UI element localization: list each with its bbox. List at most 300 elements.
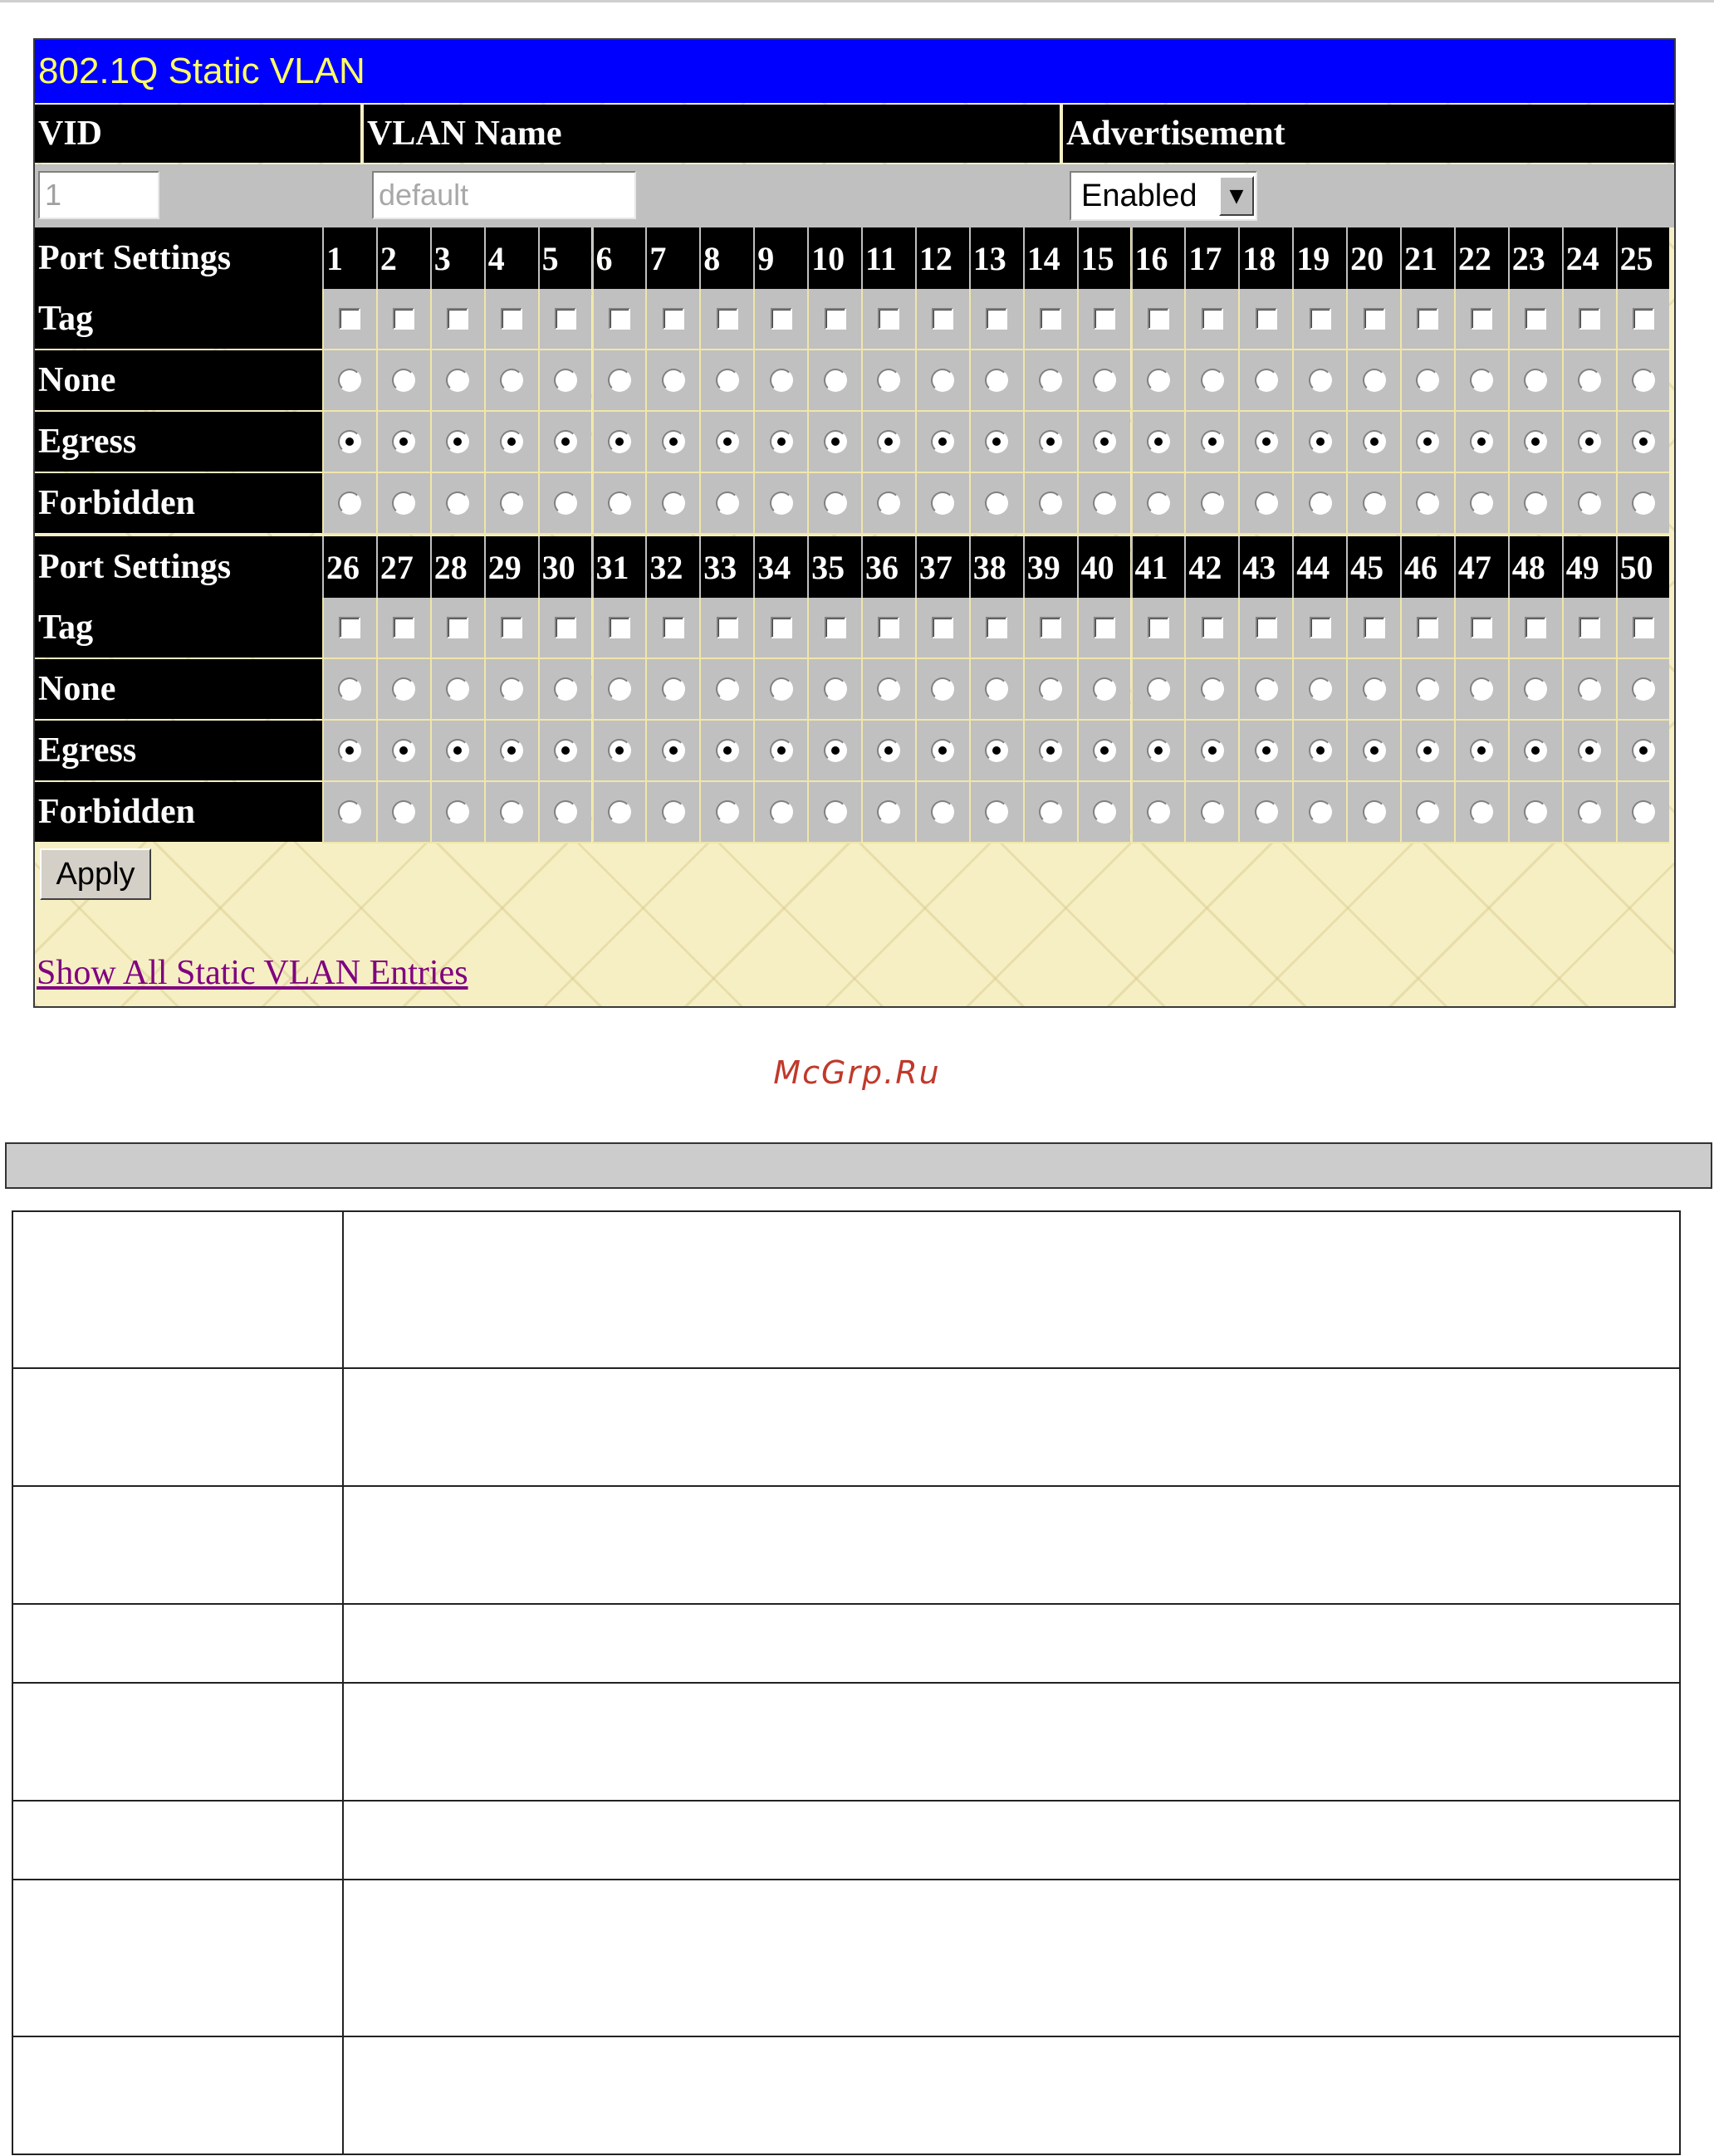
forbidden-row-label: Forbidden [35,782,322,842]
forbidden-radio-2[interactable] [392,491,415,515]
forbidden-radio-26[interactable] [338,800,361,824]
tag-checkbox-26[interactable] [339,617,360,638]
tag-checkbox-5[interactable] [555,308,576,330]
egress-radio-8[interactable] [716,430,739,453]
tag-checkbox-46[interactable] [1417,617,1438,638]
egress-radio-14[interactable] [1039,430,1062,453]
port-number-2: 2 [376,227,430,289]
port-number-20: 20 [1346,227,1400,289]
none-radio-30[interactable] [554,677,577,701]
tag-checkbox-28[interactable] [447,617,468,638]
egress-cell-50 [1616,721,1670,782]
tag-checkbox-21[interactable] [1417,308,1438,330]
none-cell-44 [1292,659,1346,721]
none-radio-1[interactable] [338,369,361,392]
watermark: McGrp.Ru [773,1054,941,1091]
none-radio-47[interactable] [1470,677,1493,701]
egress-radio-6[interactable] [608,430,631,453]
forbidden-cell-29 [484,782,538,843]
forbidden-cell-1 [322,473,376,535]
none-radio-46[interactable] [1416,677,1439,701]
tag-checkbox-12[interactable] [932,308,953,330]
none-radio-19[interactable] [1309,369,1332,392]
tag-cell-36 [861,598,915,659]
tag-cell-17 [1184,289,1238,350]
egress-radio-12[interactable] [931,430,954,453]
tag-cell-39 [1023,598,1077,659]
chevron-down-icon[interactable]: ▼ [1219,176,1254,216]
none-radio-34[interactable] [770,677,793,701]
port-number-12: 12 [915,227,969,289]
tag-checkbox-24[interactable] [1579,308,1600,330]
none-radio-4[interactable] [500,369,523,392]
port-number-25: 25 [1616,227,1670,289]
apply-button[interactable]: Apply [40,848,151,900]
tag-checkbox-39[interactable] [1040,617,1061,638]
forbidden-cell-16 [1131,473,1185,535]
egress-radio-2[interactable] [392,430,415,453]
egress-radio-34[interactable] [770,739,793,762]
forbidden-radio-23[interactable] [1524,491,1547,515]
tag-checkbox-43[interactable] [1256,617,1277,638]
forbidden-radio-33[interactable] [716,800,739,824]
none-cell-27 [376,659,430,721]
port-settings-label: Port Settings [35,227,322,289]
description-cell [343,1683,1680,1801]
port-number-13: 13 [969,227,1023,289]
forbidden-radio-31[interactable] [608,800,631,824]
port-number-21: 21 [1400,227,1454,289]
egress-cell-11 [861,412,915,473]
port-number-6: 6 [592,227,646,289]
tag-cell-28 [430,598,484,659]
tag-cell-6 [592,289,646,350]
forbidden-radio-12[interactable] [931,491,954,515]
tag-checkbox-27[interactable] [393,617,414,638]
egress-radio-5[interactable] [554,430,577,453]
forbidden-radio-16[interactable] [1147,491,1170,515]
tag-checkbox-31[interactable] [609,617,630,638]
egress-cell-21 [1400,412,1454,473]
egress-cell-3 [430,412,484,473]
egress-radio-3[interactable] [446,430,469,453]
none-radio-27[interactable] [392,677,415,701]
forbidden-radio-19[interactable] [1309,491,1332,515]
tag-checkbox-48[interactable] [1525,617,1546,638]
none-radio-28[interactable] [446,677,469,701]
tag-checkbox-38[interactable] [986,617,1007,638]
forbidden-cell-15 [1077,473,1131,535]
tag-cell-29 [484,598,538,659]
egress-radio-43[interactable] [1255,739,1278,762]
none-radio-21[interactable] [1416,369,1439,392]
description-row [12,1211,1680,1368]
tag-cell-43 [1238,598,1292,659]
none-radio-9[interactable] [770,369,793,392]
forbidden-radio-7[interactable] [662,491,685,515]
egress-radio-33[interactable] [716,739,739,762]
forbidden-radio-29[interactable] [500,800,523,824]
forbidden-radio-36[interactable] [877,800,900,824]
egress-cell-28 [430,721,484,782]
egress-radio-24[interactable] [1578,430,1601,453]
egress-cell-24 [1562,412,1616,473]
none-radio-5[interactable] [554,369,577,392]
egress-radio-37[interactable] [931,739,954,762]
tag-checkbox-36[interactable] [878,617,899,638]
egress-radio-15[interactable] [1093,430,1116,453]
none-radio-37[interactable] [931,677,954,701]
egress-cell-44 [1292,721,1346,782]
tag-checkbox-32[interactable] [663,617,684,638]
forbidden-cell-26 [322,782,376,843]
none-radio-32[interactable] [662,677,685,701]
none-radio-44[interactable] [1309,677,1332,701]
egress-radio-7[interactable] [662,430,685,453]
tag-cell-11 [861,289,915,350]
egress-radio-39[interactable] [1039,739,1062,762]
none-radio-33[interactable] [716,677,739,701]
egress-radio-31[interactable] [608,739,631,762]
forbidden-radio-27[interactable] [392,800,415,824]
egress-cell-38 [969,721,1023,782]
tag-cell-24 [1562,289,1616,350]
none-cell-32 [645,659,699,721]
none-radio-14[interactable] [1039,369,1062,392]
tag-cell-40 [1077,598,1131,659]
tag-checkbox-37[interactable] [932,617,953,638]
none-cell-33 [699,659,753,721]
none-radio-8[interactable] [716,369,739,392]
egress-radio-22[interactable] [1470,430,1493,453]
forbidden-cell-30 [538,782,592,843]
tag-cell-16 [1131,289,1185,350]
vlan-name-input[interactable]: default [372,171,636,219]
egress-radio-42[interactable] [1201,739,1224,762]
port-number-42: 42 [1184,536,1238,598]
tag-checkbox-25[interactable] [1633,308,1654,330]
none-radio-40[interactable] [1093,677,1116,701]
panel-title: 802.1Q Static VLAN [35,40,1674,103]
tag-checkbox-49[interactable] [1579,617,1600,638]
egress-radio-9[interactable] [770,430,793,453]
egress-radio-25[interactable] [1632,430,1655,453]
tag-cell-34 [753,598,807,659]
forbidden-radio-11[interactable] [877,491,900,515]
forbidden-radio-42[interactable] [1201,800,1224,824]
forbidden-cell-12 [915,473,969,535]
forbidden-radio-28[interactable] [446,800,469,824]
tag-checkbox-40[interactable] [1094,617,1115,638]
forbidden-radio-8[interactable] [716,491,739,515]
egress-radio-13[interactable] [985,430,1008,453]
egress-radio-29[interactable] [500,739,523,762]
tag-checkbox-34[interactable] [771,617,792,638]
port-number-8: 8 [699,227,753,289]
tag-checkbox-29[interactable] [501,617,522,638]
tag-checkbox-2[interactable] [393,308,414,330]
forbidden-radio-37[interactable] [931,800,954,824]
forbidden-radio-35[interactable] [824,800,847,824]
tag-cell-13 [969,289,1023,350]
none-radio-25[interactable] [1632,369,1655,392]
forbidden-radio-43[interactable] [1255,800,1278,824]
egress-radio-30[interactable] [554,739,577,762]
none-cell-26 [322,659,376,721]
none-radio-48[interactable] [1524,677,1547,701]
none-cell-34 [753,659,807,721]
tag-checkbox-45[interactable] [1364,617,1385,638]
egress-cell-14 [1023,412,1077,473]
forbidden-radio-32[interactable] [662,800,685,824]
forbidden-cell-28 [430,782,484,843]
none-cell-28 [430,659,484,721]
egress-radio-27[interactable] [392,739,415,762]
tag-checkbox-47[interactable] [1471,617,1492,638]
none-radio-50[interactable] [1632,677,1655,701]
egress-radio-45[interactable] [1363,739,1386,762]
egress-cell-37 [915,721,969,782]
tag-checkbox-17[interactable] [1202,308,1223,330]
tag-cell-18 [1238,289,1292,350]
forbidden-radio-20[interactable] [1363,491,1386,515]
none-cell-41 [1131,659,1185,721]
none-radio-49[interactable] [1578,677,1601,701]
forbidden-radio-17[interactable] [1201,491,1224,515]
forbidden-radio-44[interactable] [1309,800,1332,824]
forbidden-radio-34[interactable] [770,800,793,824]
egress-cell-32 [645,721,699,782]
egress-radio-48[interactable] [1524,739,1547,762]
egress-radio-4[interactable] [500,430,523,453]
tag-checkbox-3[interactable] [447,308,468,330]
egress-cell-40 [1077,721,1131,782]
forbidden-radio-25[interactable] [1632,491,1655,515]
none-radio-24[interactable] [1578,369,1601,392]
tag-checkbox-7[interactable] [663,308,684,330]
none-radio-2[interactable] [392,369,415,392]
forbidden-radio-22[interactable] [1470,491,1493,515]
tag-checkbox-11[interactable] [878,308,899,330]
none-radio-39[interactable] [1039,677,1062,701]
none-radio-45[interactable] [1363,677,1386,701]
port-number-46: 46 [1400,536,1454,598]
none-radio-13[interactable] [985,369,1008,392]
port-number-44: 44 [1292,536,1346,598]
none-radio-41[interactable] [1147,677,1170,701]
egress-radio-28[interactable] [446,739,469,762]
forbidden-radio-1[interactable] [338,491,361,515]
tag-checkbox-19[interactable] [1310,308,1331,330]
egress-radio-47[interactable] [1470,739,1493,762]
egress-radio-23[interactable] [1524,430,1547,453]
parameter-cell [12,1211,343,1368]
none-radio-31[interactable] [608,677,631,701]
tag-cell-21 [1400,289,1454,350]
forbidden-cell-4 [484,473,538,535]
none-cell-50 [1616,659,1670,721]
port-number-45: 45 [1346,536,1400,598]
port-number-23: 23 [1508,227,1562,289]
tag-checkbox-8[interactable] [717,308,738,330]
tag-cell-26 [322,598,376,659]
none-radio-18[interactable] [1255,369,1278,392]
none-radio-11[interactable] [877,369,900,392]
egress-radio-41[interactable] [1147,739,1170,762]
forbidden-cell-41 [1131,782,1185,843]
parameter-cell [12,1604,343,1683]
tag-checkbox-44[interactable] [1310,617,1331,638]
forbidden-radio-40[interactable] [1093,800,1116,824]
port-number-33: 33 [699,536,753,598]
static-vlan-panel [33,38,1676,1008]
forbidden-radio-15[interactable] [1093,491,1116,515]
tag-checkbox-20[interactable] [1364,308,1385,330]
tag-cell-47 [1454,598,1508,659]
none-radio-29[interactable] [500,677,523,701]
tag-checkbox-30[interactable] [555,617,576,638]
egress-radio-10[interactable] [824,430,847,453]
tag-row-label: Tag [35,289,322,349]
tag-checkbox-6[interactable] [609,308,630,330]
forbidden-radio-13[interactable] [985,491,1008,515]
tag-checkbox-15[interactable] [1094,308,1115,330]
tag-cell-50 [1616,598,1670,659]
forbidden-radio-21[interactable] [1416,491,1439,515]
forbidden-radio-14[interactable] [1039,491,1062,515]
forbidden-radio-30[interactable] [554,800,577,824]
egress-radio-17[interactable] [1201,430,1224,453]
tag-checkbox-23[interactable] [1525,308,1546,330]
forbidden-cell-2 [376,473,430,535]
forbidden-radio-46[interactable] [1416,800,1439,824]
none-radio-3[interactable] [446,369,469,392]
tag-checkbox-42[interactable] [1202,617,1223,638]
none-radio-16[interactable] [1147,369,1170,392]
description-cell [343,1368,1680,1486]
tag-cell-38 [969,598,1023,659]
none-radio-22[interactable] [1470,369,1493,392]
egress-cell-48 [1508,721,1562,782]
tag-checkbox-13[interactable] [986,308,1007,330]
egress-radio-26[interactable] [338,739,361,762]
tag-checkbox-50[interactable] [1633,617,1654,638]
none-radio-20[interactable] [1363,369,1386,392]
forbidden-radio-4[interactable] [500,491,523,515]
tag-cell-12 [915,289,969,350]
forbidden-cell-34 [753,782,807,843]
egress-radio-50[interactable] [1632,739,1655,762]
forbidden-radio-6[interactable] [608,491,631,515]
forbidden-radio-41[interactable] [1147,800,1170,824]
egress-radio-40[interactable] [1093,739,1116,762]
port-number-27: 27 [376,536,430,598]
tag-checkbox-41[interactable] [1148,617,1169,638]
advertisement-select[interactable] [1070,171,1257,221]
port-number-7: 7 [645,227,699,289]
none-radio-42[interactable] [1201,677,1224,701]
none-radio-17[interactable] [1201,369,1224,392]
egress-radio-16[interactable] [1147,430,1170,453]
tag-checkbox-33[interactable] [717,617,738,638]
egress-radio-38[interactable] [985,739,1008,762]
none-radio-23[interactable] [1524,369,1547,392]
port-number-9: 9 [753,227,807,289]
forbidden-radio-48[interactable] [1524,800,1547,824]
forbidden-radio-50[interactable] [1632,800,1655,824]
forbidden-radio-49[interactable] [1578,800,1601,824]
forbidden-cell-6 [592,473,646,535]
forbidden-radio-47[interactable] [1470,800,1493,824]
forbidden-radio-9[interactable] [770,491,793,515]
tag-checkbox-16[interactable] [1148,308,1169,330]
egress-radio-18[interactable] [1255,430,1278,453]
none-radio-26[interactable] [338,677,361,701]
forbidden-radio-18[interactable] [1255,491,1278,515]
tag-checkbox-18[interactable] [1256,308,1277,330]
none-radio-43[interactable] [1255,677,1278,701]
forbidden-radio-5[interactable] [554,491,577,515]
forbidden-radio-24[interactable] [1578,491,1601,515]
egress-radio-49[interactable] [1578,739,1601,762]
egress-radio-11[interactable] [877,430,900,453]
none-radio-10[interactable] [824,369,847,392]
tag-cell-3 [430,289,484,350]
egress-radio-36[interactable] [877,739,900,762]
egress-radio-44[interactable] [1309,739,1332,762]
forbidden-radio-3[interactable] [446,491,469,515]
tag-checkbox-10[interactable] [825,308,846,330]
egress-radio-46[interactable] [1416,739,1439,762]
parameter-cell [12,1368,343,1486]
tag-checkbox-22[interactable] [1471,308,1492,330]
egress-radio-20[interactable] [1363,430,1386,453]
none-radio-36[interactable] [877,677,900,701]
show-all-static-vlan-link[interactable]: Show All Static VLAN Entries [37,954,468,992]
forbidden-radio-45[interactable] [1363,800,1386,824]
tag-checkbox-9[interactable] [771,308,792,330]
forbidden-radio-38[interactable] [985,800,1008,824]
port-number-24: 24 [1562,227,1616,289]
tag-checkbox-35[interactable] [825,617,846,638]
description-row [12,2036,1680,2154]
none-radio-15[interactable] [1093,369,1116,392]
tag-checkbox-1[interactable] [339,308,360,330]
egress-cell-34 [753,721,807,782]
tag-checkbox-4[interactable] [501,308,522,330]
tag-cell-48 [1508,598,1562,659]
description-cell [343,1486,1680,1604]
egress-radio-19[interactable] [1309,430,1332,453]
egress-radio-32[interactable] [662,739,685,762]
none-row-label: None [35,350,322,410]
none-radio-7[interactable] [662,369,685,392]
egress-row-label: Egress [35,721,322,780]
forbidden-radio-39[interactable] [1039,800,1062,824]
tag-cell-14 [1023,289,1077,350]
egress-radio-21[interactable] [1416,430,1439,453]
egress-radio-1[interactable] [338,430,361,453]
forbidden-radio-10[interactable] [824,491,847,515]
vid-input[interactable]: 1 [38,171,159,219]
none-radio-6[interactable] [608,369,631,392]
none-radio-35[interactable] [824,677,847,701]
egress-cell-47 [1454,721,1508,782]
none-radio-38[interactable] [985,677,1008,701]
none-radio-12[interactable] [931,369,954,392]
tag-checkbox-14[interactable] [1040,308,1061,330]
egress-radio-35[interactable] [824,739,847,762]
